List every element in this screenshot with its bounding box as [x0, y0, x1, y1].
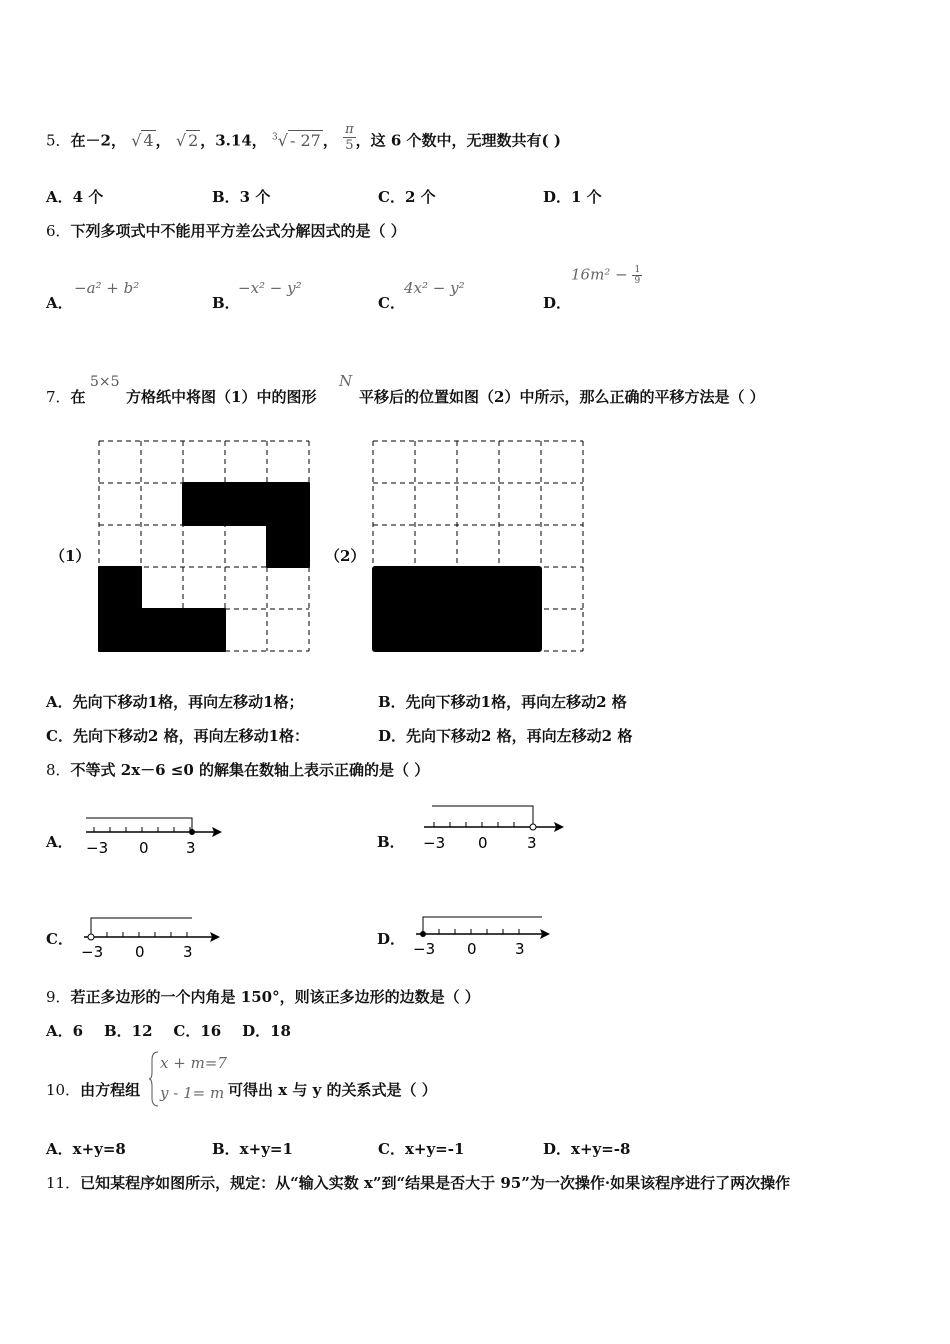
question-text: 由方程组: [80, 1081, 141, 1099]
q7-option-c[interactable]: C．先向下移动2 格，再向左移动1格：: [46, 727, 310, 745]
grid-size-5x5: 5×5: [90, 374, 120, 390]
figure-2-label: （2）: [325, 547, 366, 565]
number-line-b: [420, 800, 570, 856]
q7-option-b[interactable]: B．先向下移动1格，再向左移动2 格: [378, 693, 627, 711]
sqrt-2: √ 2: [175, 130, 199, 150]
separator: ，3.14，: [200, 131, 267, 150]
tick-label-neg3: −3: [86, 839, 109, 857]
question-text: 已知某程序如图所示，规定：从“输入实数 x”到“结果是否大于 95”为一次操作·如果该程序进行了两次操作: [80, 1174, 791, 1192]
q6-option-b[interactable]: B．: [212, 294, 240, 312]
question-number: 10．: [46, 1081, 81, 1099]
shape-upper: [183, 483, 309, 567]
pi-over-5: $\frac{\pi}{5}$: [345, 122, 354, 153]
q6-option-d-expr: 16m² − $\frac{1}{9}$: [571, 265, 641, 286]
number-line-c: [78, 910, 228, 962]
tick-label-0: 0: [467, 940, 477, 958]
question-text: ，这 6 个数中，无理数共有( ): [355, 131, 561, 150]
equation-1: x + m=7: [160, 1054, 227, 1072]
question-number: 6．: [46, 222, 71, 240]
question-number: 11．: [46, 1174, 81, 1192]
q8-option-b[interactable]: B．: [377, 833, 405, 851]
separator: ，: [155, 131, 171, 150]
tick-label-0: 0: [135, 943, 145, 961]
q5-option-c[interactable]: C．2 个: [378, 188, 436, 206]
question-number: 8．: [46, 761, 71, 779]
q7-option-a[interactable]: A．先向下移动1格，再向左移动1格；: [46, 693, 304, 711]
system-brace: [148, 1050, 160, 1108]
question-text: 方格纸中将图（1）中的图形: [126, 388, 317, 406]
shape-translated: [373, 567, 541, 651]
separator: ，: [322, 131, 338, 150]
tick-label-3: 3: [515, 940, 525, 958]
q8-option-d[interactable]: D．: [377, 930, 406, 948]
sqrt-4: √ 4: [131, 130, 154, 150]
tick-label-3: 3: [183, 943, 193, 961]
question-number: 9．: [46, 988, 71, 1006]
tick-label-neg3: −3: [423, 834, 446, 852]
q6-option-d[interactable]: D．: [543, 294, 572, 312]
question-8: [46, 759, 429, 780]
q10-option-b[interactable]: B．x+y=1: [212, 1140, 293, 1158]
q5-option-a[interactable]: A．4 个: [46, 188, 104, 206]
number-line-a: [80, 812, 230, 860]
question-number: 7．: [46, 388, 71, 406]
q6-option-a[interactable]: A．: [46, 294, 73, 312]
question-9: [46, 986, 480, 1007]
q9-options[interactable]: A．6 B．12 C．16 D．18: [46, 1022, 291, 1040]
question-number: 5．: [46, 131, 71, 150]
question-text: 不等式 2x－6 ≤0 的解集在数轴上表示正确的是（ ）: [70, 761, 430, 779]
q5-option-b[interactable]: B．3 个: [212, 188, 271, 206]
q6-option-c-expr: 4x² − y²: [404, 279, 465, 297]
tick-label-0: 0: [478, 834, 488, 852]
q6-option-a-expr: −a² + b²: [74, 279, 140, 297]
q10-option-d[interactable]: D．x+y=-8: [543, 1140, 631, 1158]
q6-option-b-expr: −x² − y²: [238, 279, 302, 297]
question-11: [46, 1172, 790, 1193]
q8-option-c[interactable]: C．: [46, 930, 73, 948]
number-line-d: [410, 908, 560, 960]
q8-option-a[interactable]: A．: [46, 833, 73, 851]
question-5: [46, 122, 561, 157]
figure-1-label: （1）: [50, 547, 91, 565]
q10-option-a[interactable]: A．x+y=8: [46, 1140, 126, 1158]
question-text: 在: [70, 388, 86, 406]
question-text: 可得出 x 与 y 的关系式是（ ）: [228, 1081, 437, 1099]
tick-label-neg3: −3: [413, 940, 436, 958]
question-text: 若正多边形的一个内角是 150°，则该正多边形的边数是（ ）: [70, 988, 480, 1006]
question-text: 在－2，: [70, 131, 126, 150]
cube-root-minus-27: $^3$√ - 27: [272, 130, 321, 150]
equation-2: y - 1= m: [160, 1084, 225, 1102]
shape-lower: [99, 567, 225, 651]
question-6: [46, 220, 406, 241]
question-7: [46, 386, 86, 407]
tick-label-3: 3: [186, 839, 196, 857]
question-text: 下列多项式中不能用平方差公式分解因式的是（ ）: [70, 222, 406, 240]
q7-option-d[interactable]: D．先向下移动2 格，再向左移动2 格: [378, 727, 633, 745]
figure-n: N: [339, 372, 353, 390]
question-text: 平移后的位置如图（2）中所示，那么正确的平移方法是（ ）: [359, 388, 765, 406]
q5-option-d[interactable]: D．1 个: [543, 188, 602, 206]
q10-option-c[interactable]: C．x+y=-1: [378, 1140, 465, 1158]
question-10: [46, 1079, 140, 1100]
figure-2-grid: [372, 440, 584, 652]
tick-label-0: 0: [139, 839, 149, 857]
tick-label-3: 3: [527, 834, 537, 852]
tick-label-neg3: −3: [81, 943, 104, 961]
q6-option-c[interactable]: C．: [378, 294, 405, 312]
figure-1-grid: [98, 440, 310, 652]
